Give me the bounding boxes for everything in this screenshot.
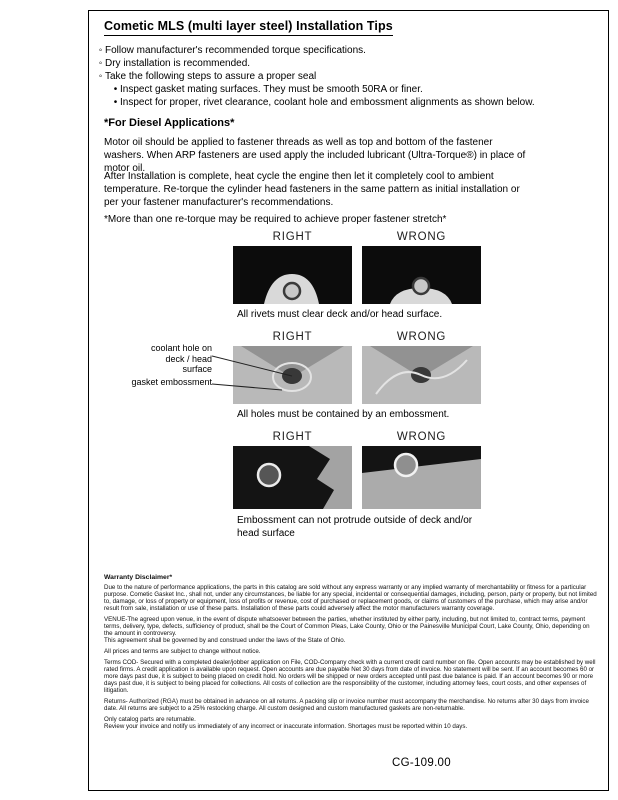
tip-item	[96, 44, 586, 57]
tip-text: Take the following steps to assure a proper seal	[105, 71, 317, 82]
dot-bullet-icon: •	[113, 97, 118, 108]
tip-subitem	[111, 96, 586, 109]
embossment-caption: All holes must be contained by an embossment.	[237, 409, 450, 420]
rivet-clearance-wrong-diagram	[362, 246, 481, 304]
right-label: RIGHT	[272, 331, 313, 343]
tip-text: Dry installation is recommended.	[105, 58, 251, 69]
page-title: Cometic MLS (multi layer steel) Installation Tips	[104, 19, 393, 36]
circle-bullet-icon: ◦	[98, 71, 103, 82]
warranty-paragraph: Terms COD- Secured with a completed dealer/jobber application on File, COD-Company check with a current credit card number on file. Open accounts may be established by well rated firms. A credit application is available upon request. Open accounts are due payable Net 30 days from date of invoice. No statement will be sent. If an account becomes 60 or more days past due, it is subject to being placed on credit hold. No orders will be shipped or new orders accepted until past due balance is paid. If an account becomes 90 or more days past due, it is subject to being placed for collections. All costs of collection are the responsibility of the customer, including attorney fees, court costs, and other expenses of litigation.	[104, 659, 596, 694]
tip-item	[96, 57, 586, 70]
retorque-note: *More than one re-torque may be required to achieve proper fastener stretch*	[104, 214, 447, 225]
warranty-paragraph: Only catalog parts are returnable.	[104, 716, 196, 723]
warranty-paragraph: Returns- Authorized (RGA) must be obtained in advance on all returns. A packing slip or invoice number must accompany the merchandise. No returns after 30 days from invoice date. All returns are subject to a 25% restocking charge. All custom designed and custom manufactured gaskets are non-returnable.	[104, 698, 589, 712]
tip-text: Inspect gasket mating surfaces. They must be smooth 50RA or finer.	[120, 84, 423, 95]
warranty-paragraph: This agreement shall be governed by and construed under the laws of the State of Ohio.	[104, 637, 346, 644]
warranty-paragraph: All prices and terms are subject to change without notice.	[104, 648, 261, 655]
tip-text: Follow manufacturer's recommended torque specifications.	[105, 45, 366, 56]
embossment-right-diagram	[233, 346, 352, 404]
rivet-caption: All rivets must clear deck and/or head surface.	[237, 309, 443, 320]
rivet-clearance-right-diagram	[233, 246, 352, 304]
right-label: RIGHT	[272, 431, 313, 443]
wrong-label: WRONG	[396, 431, 447, 443]
dot-bullet-icon: •	[113, 84, 118, 95]
tip-text: Inspect for proper, rivet clearance, coolant hole and embossment alignments as shown below.	[120, 97, 535, 108]
gasket-embossment-callout: gasket embossment	[131, 377, 212, 387]
circle-bullet-icon: ◦	[98, 45, 103, 56]
protrusion-right-diagram	[233, 446, 352, 509]
wrong-label: WRONG	[396, 331, 447, 343]
wrong-label: WRONG	[396, 231, 447, 243]
warranty-paragraph: VENUE-The agreed upon venue, in the event of dispute whatsoever between the parties, whether instituted by either party, including, but not limited to, contract terms, payment terms, delivery, type, defects, sufficiency of product, shall be the Court of Common Pleas, Lake County, Ohio or the Painesville Municipal Court, Lake County, Ohio, depending on the amount in controversy.	[104, 616, 590, 637]
warranty-paragraph: Due to the nature of performance applications, the parts in this catalog are sold without any express warranty or any implied warranty of merchantability or fitness for a particular purpose. Cometic Gasket Inc., shall not, under any circumstances, be liable for any special, incidental or consequential damages, including, person, party or property, but not limited to, damage, or loss of property or equipment, loss of profits or revenue, cost of purchased or replacement goods, or claims of customers of the purchase, which may arise and/or result from sale, installation or use of these parts. Installation of these parts could adversely affect the motor manufacturers warranty coverage.	[104, 584, 597, 612]
tip-subitem	[111, 83, 586, 96]
protrusion-caption: Embossment can not protrude outside of deck and/or head surface	[237, 515, 473, 539]
diesel-paragraph: After Installation is complete, heat cycle the engine then let it completely cool to ambient temperature. Re-torque the cylinder head fasteners in the same pattern as initial installation or per your fastener manufacturer's recommendations.	[104, 171, 520, 208]
page-code: CG-109.00	[392, 757, 451, 769]
warranty-heading: Warranty Disclaimer*	[104, 574, 173, 581]
warranty-paragraph: Review your invoice and notify us immediately of any incorrect or inaccurate information. Shortages must be reported within 10 days.	[104, 723, 468, 730]
protrusion-wrong-diagram	[362, 446, 481, 509]
coolant-hole-callout: coolant hole on deck / head surface	[150, 343, 212, 374]
circle-bullet-icon: ◦	[98, 58, 103, 69]
installation-tips-list	[96, 44, 586, 109]
embossment-wrong-diagram	[362, 346, 481, 404]
tip-item	[96, 70, 586, 83]
diesel-paragraph: Motor oil should be applied to fastener threads as well as top and bottom of the fastener washers. When ARP fasteners are used apply the included lubricant (Ultra-Torque®) in place of motor oil.	[104, 137, 526, 174]
right-label: RIGHT	[272, 231, 313, 243]
diesel-applications-heading: *For Diesel Applications*	[104, 117, 235, 129]
warranty-section	[104, 574, 598, 734]
